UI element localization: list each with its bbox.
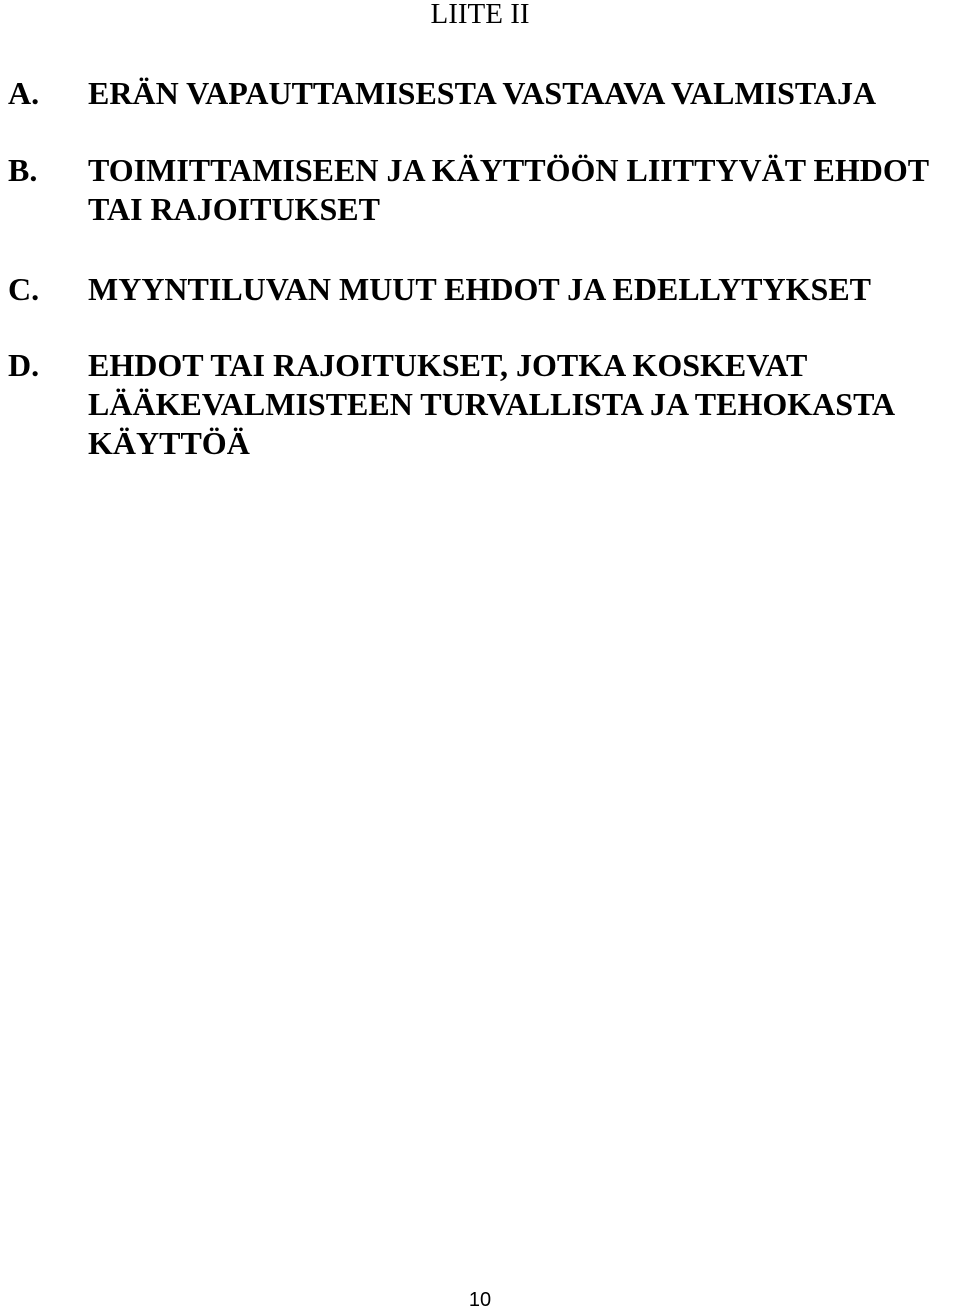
section-heading: EHDOT TAI RAJOITUKSET, JOTKA KOSKEVAT LÄÄKEVALMISTEEN TURVALLISTA JA TEHOKASTA KÄYTTÖÄ [88, 347, 894, 461]
section-letter: B. [8, 152, 38, 188]
section-heading: MYYNTILUVAN MUUT EHDOT JA EDELLYTYKSET [88, 271, 871, 307]
section-heading: ERÄN VAPAUTTAMISESTA VASTAAVA VALMISTAJA [88, 75, 877, 111]
section-letter: A. [8, 75, 40, 111]
section-heading: TOIMITTAMISEEN JA KÄYTTÖÖN LIITTYVÄT EHDOT TAI RAJOITUKSET [88, 152, 929, 227]
section-letter: C. [8, 271, 40, 307]
page-number: 10 [468, 1289, 492, 1311]
annex-title: LIITE II [430, 0, 530, 30]
section-letter: D. [8, 347, 40, 383]
